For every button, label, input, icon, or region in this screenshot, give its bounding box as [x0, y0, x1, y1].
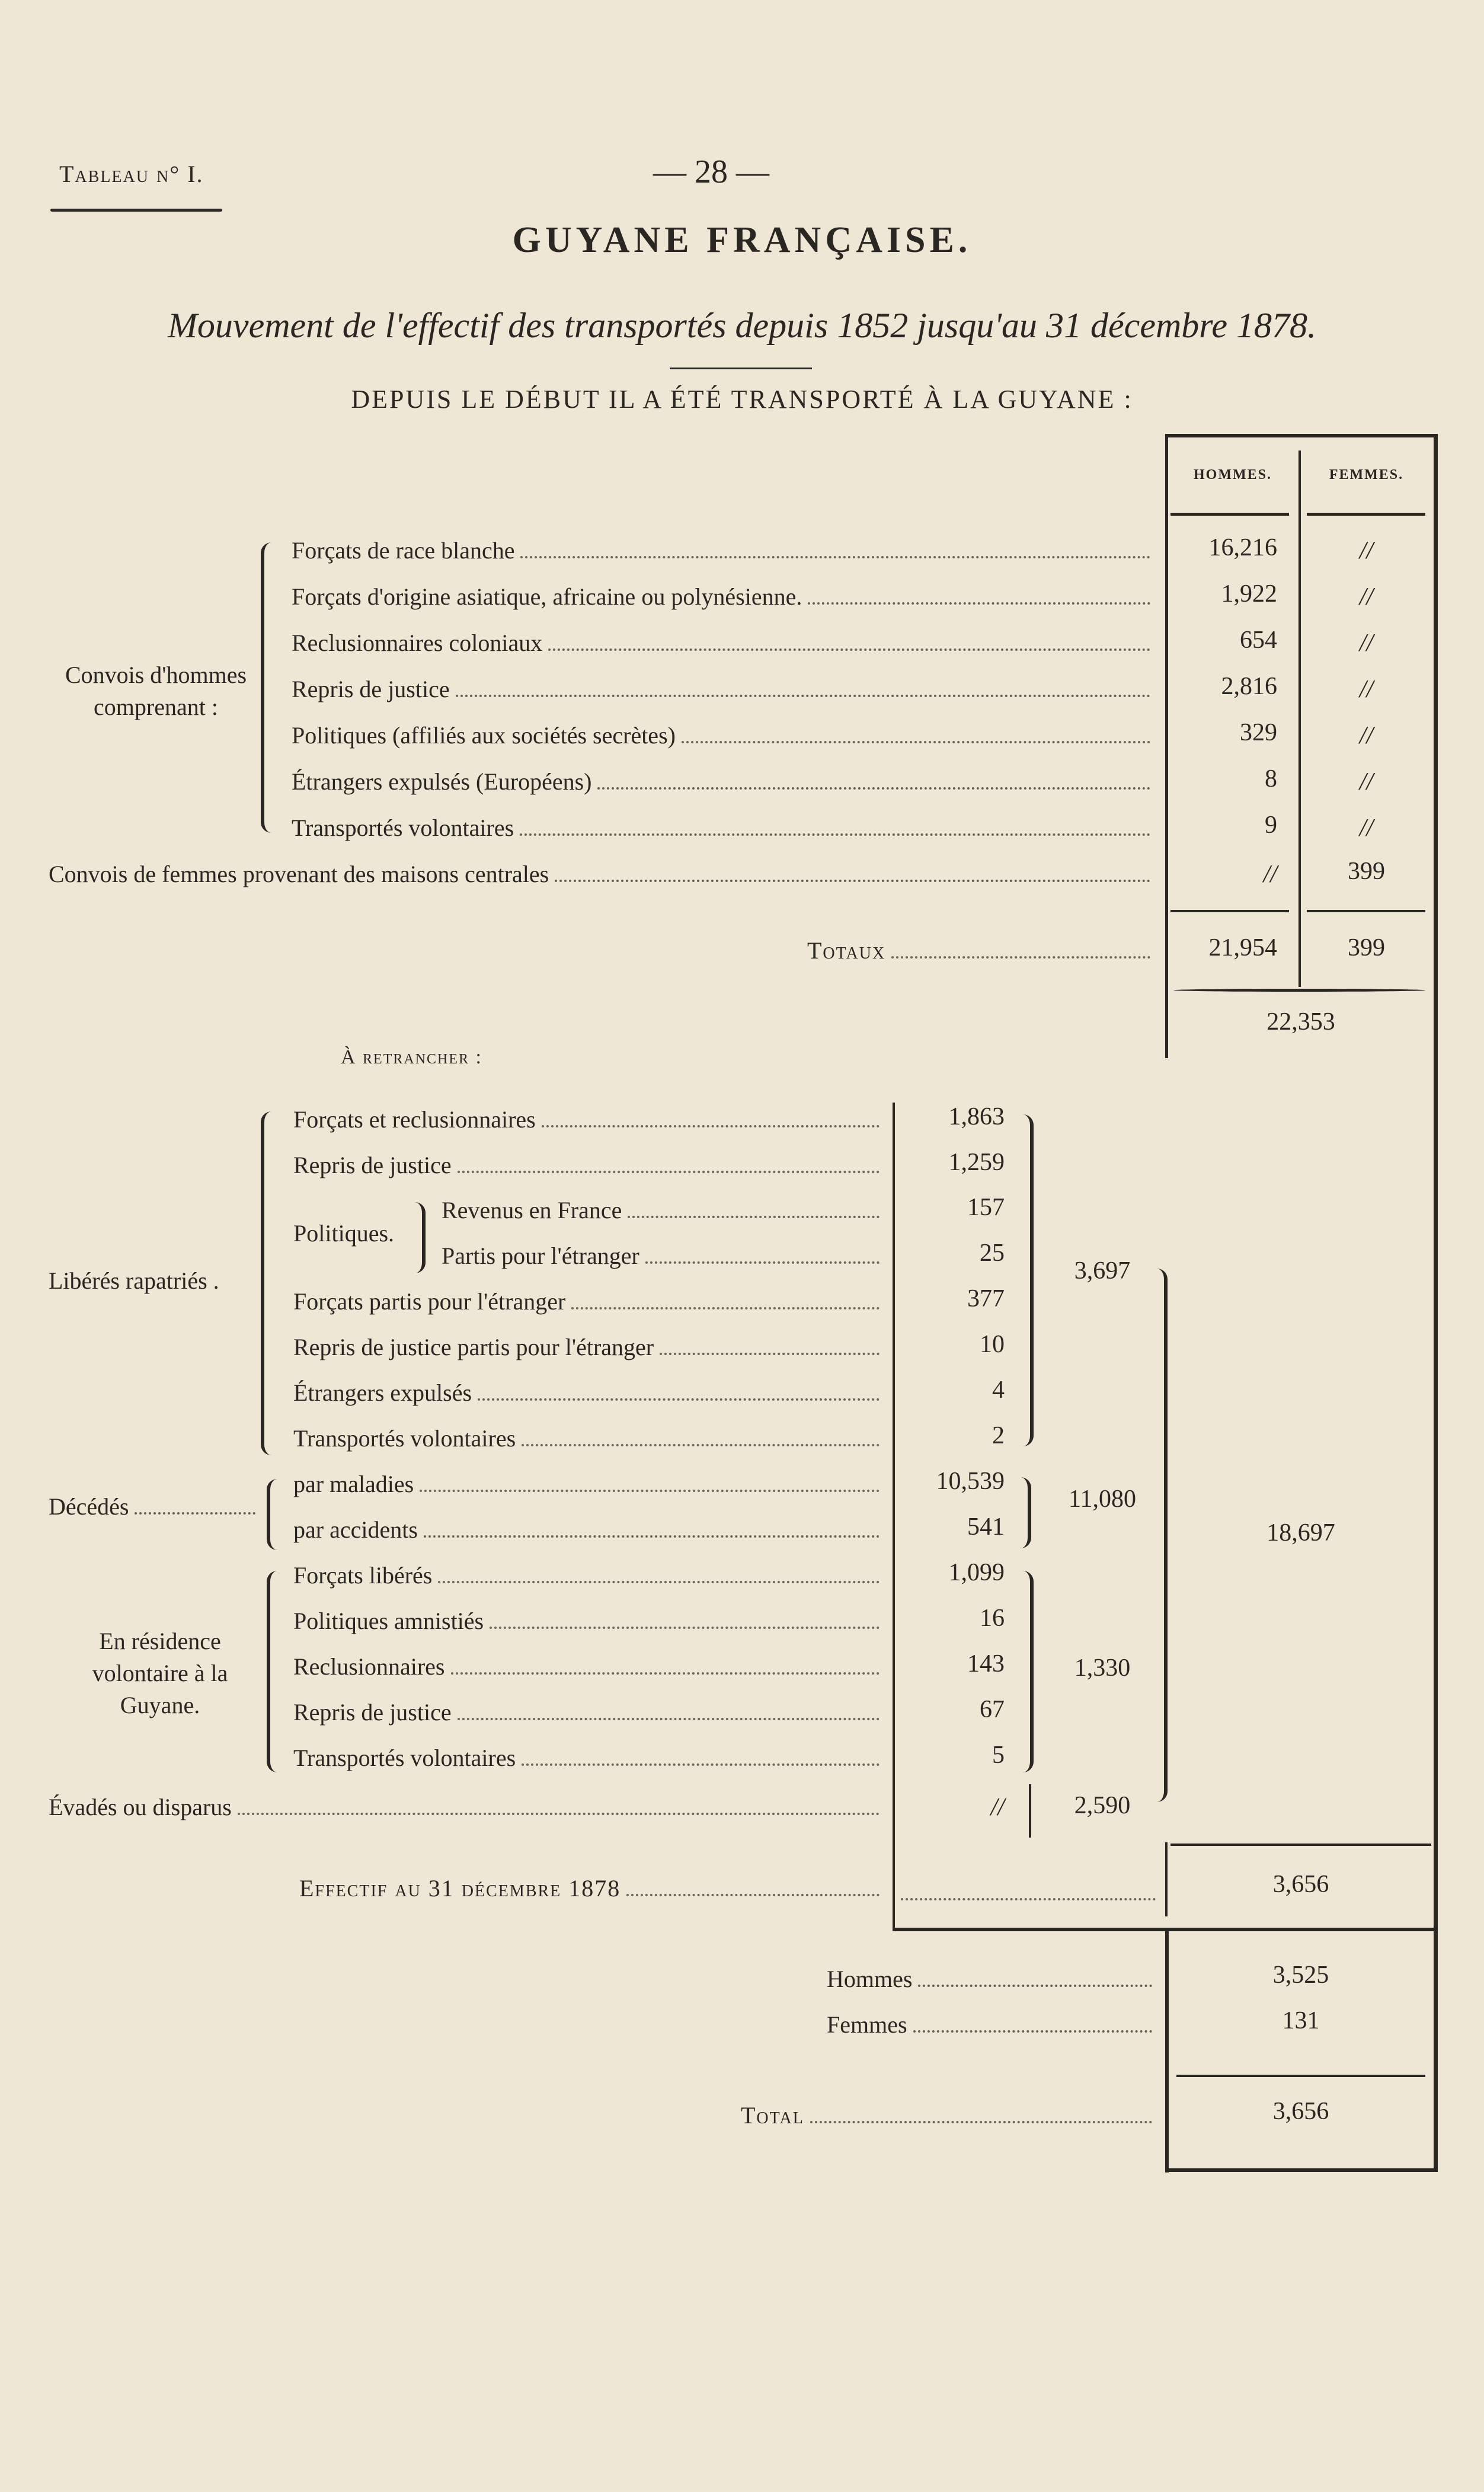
convois-row: Forçats de race blanche	[292, 536, 1154, 564]
residence-group-label: En résidence volontaire à la Guyane.	[92, 1628, 228, 1718]
evades-value: //	[990, 1794, 1005, 1821]
liberes-row: Transportés volontaires	[293, 1424, 883, 1452]
summary-femmes-value: 131	[1282, 2007, 1320, 2034]
liberes-row: Étrangers expulsés	[293, 1379, 883, 1407]
convois-brace	[261, 542, 279, 833]
summary-hommes-row: Hommes	[827, 1965, 1156, 1993]
totaux-row: Totaux	[807, 937, 1154, 964]
evades-subtotal: 2,590	[1074, 1792, 1131, 1819]
convois-row: Étrangers expulsés (Européens)	[292, 768, 1154, 795]
effectif-column-rule-right	[1165, 1842, 1168, 1916]
totaux-hommes-value: 21,954	[1208, 934, 1277, 961]
page-number: — 28 —	[653, 154, 769, 190]
effectif-value: 3,656	[1272, 1871, 1329, 1898]
decedes-brace	[267, 1479, 283, 1550]
convois-hommes-value: 16,216	[1208, 534, 1277, 561]
convois-femmes-row-hommes: //	[1263, 861, 1277, 888]
liberes-subtotal-brace	[1015, 1114, 1034, 1446]
totaux-femmes-value: 399	[1348, 934, 1385, 961]
politiques-row: Revenus en France	[442, 1196, 883, 1224]
convois-femmes-value: //	[1359, 814, 1374, 842]
liberes-value: 4	[992, 1376, 1005, 1404]
residence-value: 5	[992, 1742, 1005, 1769]
politiques-row: Partis pour l'étranger	[442, 1242, 883, 1270]
liberes-value: 2	[992, 1422, 1005, 1449]
page-title: GUYANE FRANÇAISE.	[512, 220, 972, 260]
residence-value: 1,099	[948, 1559, 1005, 1586]
effectif-row: Effectif au 31 décembre 1878	[299, 1874, 883, 1902]
convois-hommes-value: 8	[1265, 765, 1277, 793]
summary-femmes-row: Femmes	[827, 2011, 1156, 2039]
liberes-row: Forçats partis pour l'étranger	[293, 1287, 883, 1315]
summary-total-value: 3,656	[1272, 2098, 1329, 2125]
convois-hommes-value: 2,816	[1221, 673, 1277, 700]
column-header-rule-hommes	[1170, 513, 1289, 516]
convois-hommes-value: 329	[1240, 719, 1277, 746]
convois-hommes-value: 654	[1240, 627, 1277, 654]
convois-row: Transportés volontaires	[292, 814, 1154, 842]
retrancher-total-brace	[1149, 1269, 1168, 1802]
residence-row: Forçats libérés	[293, 1561, 883, 1589]
liberes-value: 377	[967, 1285, 1005, 1312]
liberes-row: Repris de justice partis pour l'étranger	[293, 1333, 883, 1361]
evades-row: Évadés ou disparus	[49, 1793, 883, 1821]
retrancher-total: 18,697	[1266, 1519, 1335, 1547]
liberes-value: 1,259	[948, 1149, 1005, 1176]
convois-femmes-row-femmes: 399	[1348, 858, 1385, 885]
table-reference: Tableau n° I.	[59, 161, 204, 187]
totaux-brace-rule	[1173, 989, 1425, 992]
liberes-row: Forçats et reclusionnaires	[293, 1106, 883, 1133]
politiques-brace	[409, 1202, 426, 1273]
residence-brace	[267, 1571, 284, 1772]
liberes-value: 157	[967, 1194, 1005, 1221]
residence-row: Repris de justice	[293, 1698, 883, 1726]
decedes-value: 541	[967, 1513, 1005, 1541]
convois-femmes-value: //	[1359, 630, 1374, 657]
header-underline	[50, 209, 222, 212]
residence-subtotal-brace	[1015, 1571, 1034, 1772]
detail-column-rule	[893, 1103, 895, 1844]
retrancher-heading: À retrancher :	[341, 1046, 483, 1068]
convois-femmes-value: //	[1359, 537, 1374, 564]
residence-row: Reclusionnaires	[293, 1653, 883, 1680]
residence-row: Politiques amnistiés	[293, 1607, 883, 1635]
convois-femmes-value: //	[1359, 722, 1374, 749]
page-subtitle: Mouvement de l'effectif des transportés depuis 1852 jusqu'au 31 décembre 1878.	[167, 306, 1317, 345]
convois-row: Politiques (affiliés aux sociétés secrètes)	[292, 721, 1154, 749]
convois-femmes-value: //	[1359, 676, 1374, 703]
totaux-rule-hommes	[1170, 910, 1289, 912]
liberes-brace	[261, 1111, 279, 1455]
column-header-hommes: HOMMES.	[1194, 467, 1272, 483]
summary-rule-left	[1165, 1929, 1169, 2172]
decedes-value: 10,539	[936, 1468, 1005, 1495]
summary-hommes-value: 3,525	[1272, 1961, 1329, 1989]
effectif-column-rule	[893, 1842, 895, 1931]
residence-row: Transportés volontaires	[293, 1744, 883, 1772]
grand-total-value: 22,353	[1266, 1008, 1335, 1036]
evades-divider	[1029, 1784, 1031, 1838]
liberes-row: Repris de justice	[293, 1151, 883, 1179]
summary-bottom-rule	[1165, 2168, 1438, 2172]
subtitle-rule	[670, 368, 812, 369]
liberes-value: 25	[980, 1239, 1005, 1267]
decedes-group-label: Décédés	[49, 1493, 259, 1520]
column-rule-left	[1165, 436, 1168, 1058]
residence-subtotal: 1,330	[1074, 1654, 1131, 1682]
convois-hommes-value: 9	[1265, 812, 1277, 839]
column-header-femmes: FEMMES.	[1329, 467, 1404, 483]
convois-femmes-value: //	[1359, 583, 1374, 611]
table-top-rule	[1165, 434, 1438, 437]
decedes-subtotal-brace	[1015, 1477, 1031, 1548]
column-header-rule-femmes	[1307, 513, 1425, 516]
politiques-label: Politiques.	[293, 1220, 395, 1247]
liberes-group-label: Libérés rapatriés .	[49, 1267, 219, 1294]
convois-row: Repris de justice	[292, 675, 1154, 703]
convois-femmes-row: Convois de femmes provenant des maisons centrales	[49, 860, 1154, 888]
summary-total-rule	[1176, 2075, 1425, 2077]
column-rule-mid	[1298, 451, 1301, 987]
convois-row: Forçats d'origine asiatique, africaine ou polynésienne.	[292, 583, 1154, 611]
decedes-subtotal: 11,080	[1069, 1485, 1136, 1513]
convois-hommes-value: 1,922	[1221, 580, 1277, 608]
convois-row: Reclusionnaires coloniaux	[292, 629, 1154, 657]
effectif-dot-leader	[901, 1874, 1156, 1900]
convois-femmes-value: //	[1359, 768, 1374, 795]
liberes-value: 1,863	[948, 1103, 1005, 1130]
residence-value: 67	[980, 1696, 1005, 1723]
effectif-top-rule	[1170, 1844, 1431, 1846]
residence-value: 16	[980, 1605, 1005, 1632]
liberes-subtotal: 3,697	[1074, 1257, 1131, 1285]
decedes-row: par maladies	[293, 1470, 883, 1498]
section-heading: DEPUIS LE DÉBUT IL A ÉTÉ TRANSPORTÉ À LA GUYANE :	[351, 385, 1133, 414]
liberes-value: 10	[980, 1331, 1005, 1358]
totaux-rule-femmes	[1307, 910, 1425, 912]
summary-total-row: Total	[741, 2101, 1156, 2129]
convois-group-label: Convois d'hommes comprenant :	[65, 662, 247, 720]
residence-value: 143	[967, 1650, 1005, 1678]
column-rule-right	[1434, 436, 1438, 2170]
decedes-row: par accidents	[293, 1516, 883, 1544]
